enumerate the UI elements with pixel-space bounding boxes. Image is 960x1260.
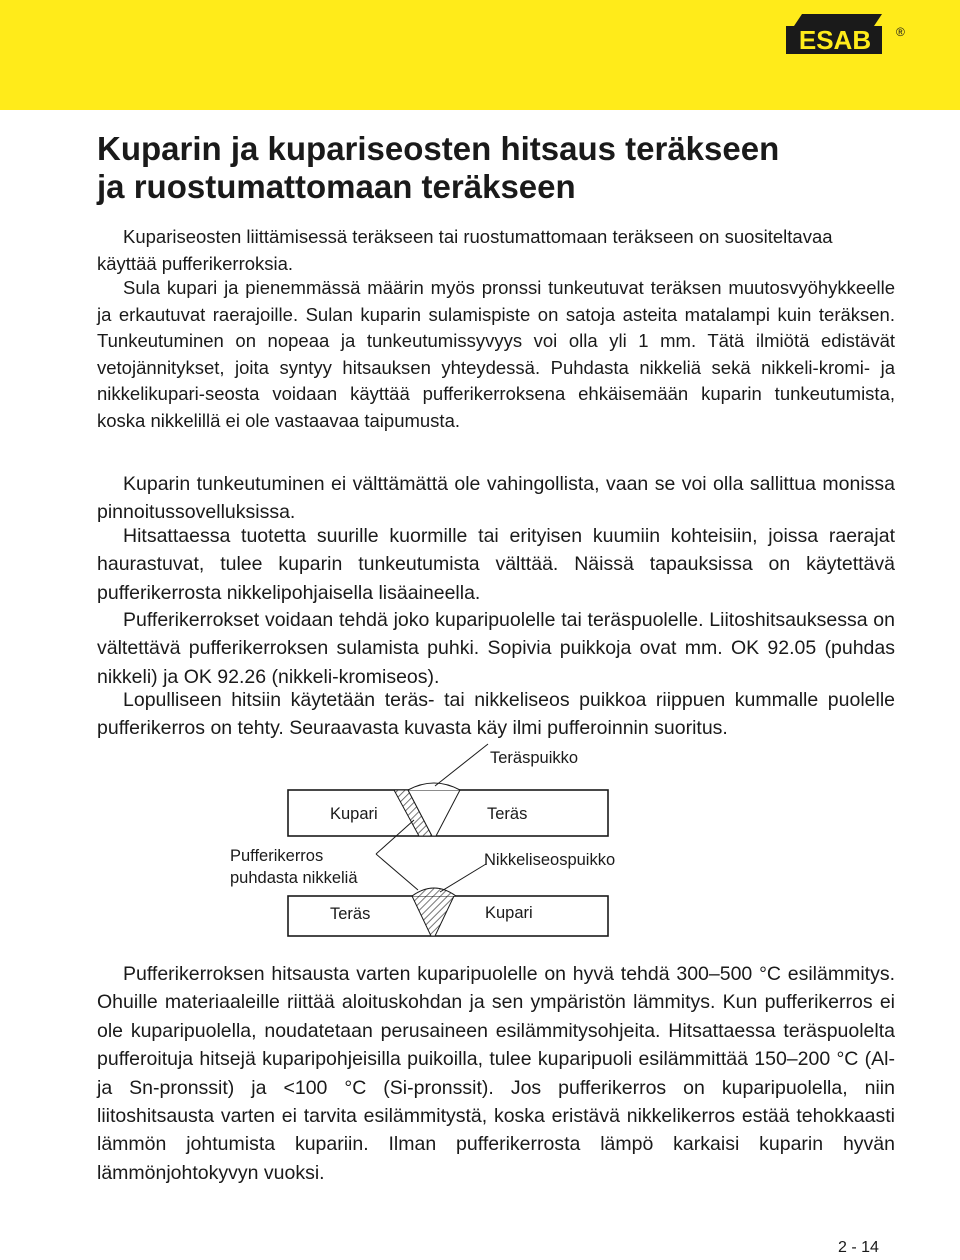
label-bottom-right-material: Kupari — [485, 904, 533, 922]
paragraph-7: Pufferikerroksen hitsausta varten kuparipuolelle on hyvä tehdä 300–500 °C esilämmitys. Ohuille materiaaleille riittää aloituskohdan ja sen ympäristön lämmitys. Kun pufferikerros ei ole kuparipuolella, noudatetaan perusaineen esilämmitysohjeita. Hitsattaessa teräspuolelta pufferoituja hitsejä kuparipohjeisilla puikoilla, tulee kuparipuoli esilämmittää 150–200 °C (Al- ja Sn-pronssit) ja <100 °C (Si-pronssit). Jos pufferikerros on kuparipuolella, niin liitoshitsausta varten ei tarvita esilämmitystä, koska eristävä nikkelikerros estää tehokkaasti lämmön johtumista kupariin. Ilman pufferikerrosta lämpö karkaisi kuparin hyvän lämmönjohtokyvyn vuoksi. — [97, 963, 895, 1184]
paragraph-3: Kuparin tunkeutuminen ei välttämättä ole vahingollista, vaan se voi olla sallittua monissa pinnoitussovelluksissa. — [97, 473, 895, 524]
label-buffer-line2: puhdasta nikkeliä — [230, 869, 358, 887]
label-top-right-material: Teräs — [487, 805, 528, 823]
paragraph-4: Hitsattaessa tuotetta suurille kuormille tai erityisen kuumiin kohteisiin, joissa raerajat haurastuvat, tulee kuparin tunkeutumista välttää. Näissä tapauksissa on käytettävä pufferikerrosta nikkelipohjaisella lisäaineella. — [97, 525, 895, 604]
registered-mark: ® — [896, 25, 905, 39]
title-line-2: ja ruostumattomaan teräkseen — [97, 168, 576, 205]
buffer-layer-diagram — [200, 740, 700, 940]
title-line-1: Kuparin ja kupariseosten hitsaus teräkseen — [97, 130, 780, 167]
leader-buffer-top — [376, 820, 414, 854]
label-top-left-material: Kupari — [330, 805, 378, 823]
diagram-drawing — [200, 740, 700, 940]
paragraph-1: Kupariseosten liittämisessä teräkseen tai ruostumattomaan teräkseen on suositeltavaa käyttää pufferikerroksia. — [97, 226, 833, 274]
label-buffer-line1: Pufferikerros — [230, 847, 324, 865]
esab-logo — [778, 6, 910, 56]
paragraph-2: Sula kupari ja pienemmässä määrin myös pronssi tunkeutuvat teräksen muutosvyöhykkeelle ja erkautuvat raerajoille. Sulan kuparin sulamispiste on satoja asteita matalampi kuin teräksen. Tunkeutuminen on nopeaa ja tunkeutumissyvyys voi olla yli 1 mm. Tätä ilmiötä edistävät vetojännitykset, joita syntyy hitsauksen yhteydessä. Puhdasta nikkeliä sekä nikkeli-kromi- ja nikkelikupari-seosta voidaan käyttää pufferikerroksena ehkäisemään kuparin tunkeutumista, koska nikkelillä ei ole vastaavaa taipumusta. — [97, 277, 895, 431]
page-number: 2 - 14 — [838, 1239, 879, 1256]
label-nickel-electrode: Nikkeliseospuikko — [484, 851, 616, 869]
leader-nickel-electrode — [440, 864, 486, 892]
label-steel-electrode: Teräspuikko — [490, 749, 579, 767]
label-bottom-left-material: Teräs — [330, 905, 371, 923]
paragraph-5: Pufferikerrokset voidaan tehdä joko kuparipuolelle tai teräspuolelle. Liitoshitsauksessa on vältettävä pufferikerroksen sulamista puhki. Sopivia puikkoja ovat mm. OK 92.05 (puhdas nikkeli) ja OK 92.26 (nikkeli-kromiseos). — [97, 609, 895, 688]
leader-steel-electrode — [435, 744, 488, 786]
paragraph-6: Lopulliseen hitsiin käytetään teräs- tai nikkeliseos puikkoa riippuen kummalle puolelle pufferikerros on tehty. Seuraavasta kuvasta käy ilmi pufferoinnin suoritus. — [97, 689, 895, 740]
bottom-weld-groove — [412, 896, 454, 936]
leader-buffer-bottom — [376, 854, 418, 890]
page-title — [97, 130, 917, 206]
logo-text: ESAB — [798, 25, 872, 55]
header-band — [0, 0, 960, 110]
